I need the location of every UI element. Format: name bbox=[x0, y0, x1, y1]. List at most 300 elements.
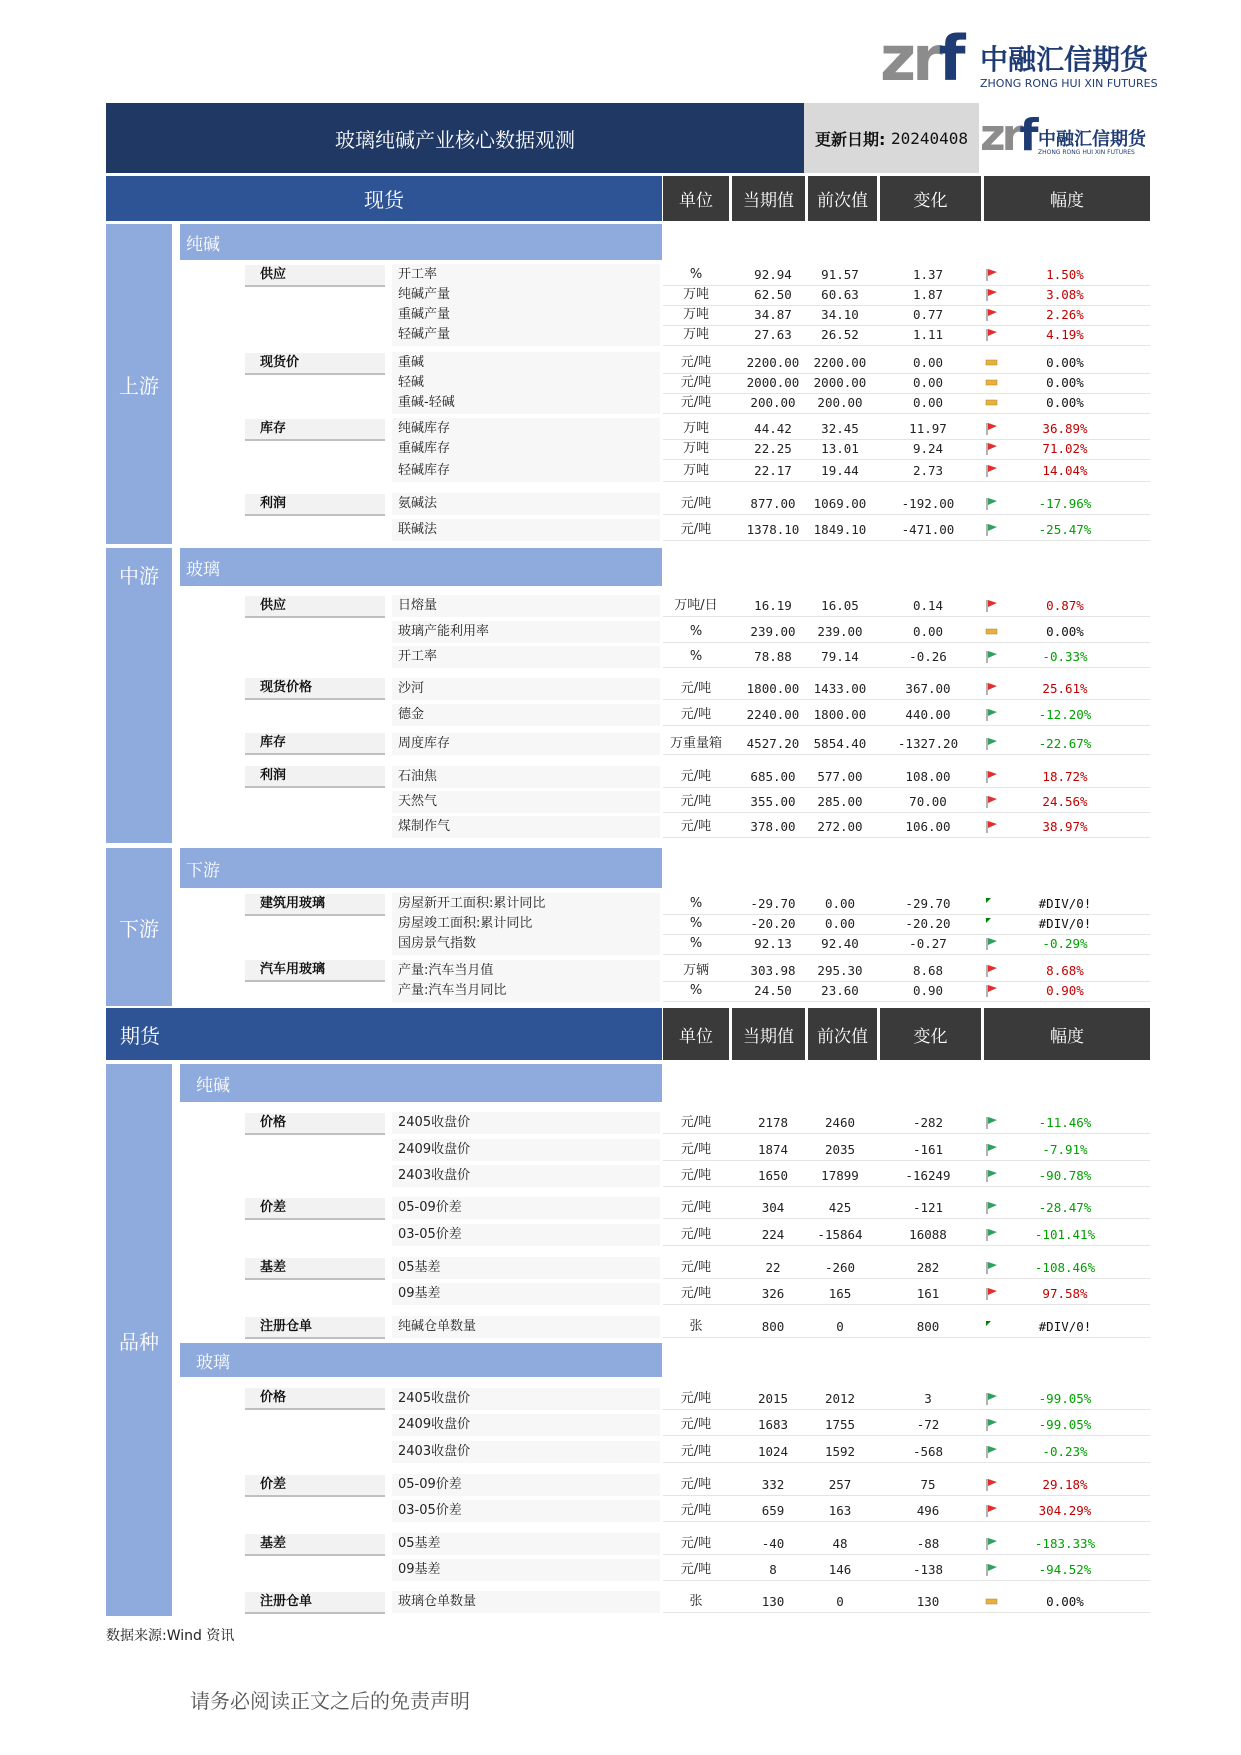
spot-title: 现货 bbox=[106, 176, 662, 221]
row-unit: % bbox=[689, 983, 703, 998]
flag-icon bbox=[985, 820, 999, 834]
flag-icon bbox=[985, 1116, 999, 1130]
row-previous: 1433.00 bbox=[813, 681, 867, 696]
row-unit: % bbox=[689, 916, 703, 931]
section-midstream: 中游 bbox=[106, 548, 172, 843]
row-current: 92.13 bbox=[754, 936, 792, 951]
group-spot-price-glass: 现货价格 bbox=[245, 678, 385, 700]
row-item: 05-09价差 bbox=[398, 1200, 462, 1215]
group-auto-glass: 汽车用玻璃 bbox=[245, 960, 385, 982]
row-item: 房屋新开工面积:累计同比 bbox=[398, 896, 546, 911]
row-item: 轻碱库存 bbox=[398, 463, 451, 478]
sub-down: 下游 bbox=[180, 848, 662, 888]
row-current: -40 bbox=[761, 1536, 785, 1551]
logo-en: ZHONG RONG HUI XIN FUTURES bbox=[980, 77, 1158, 90]
row-change: 0.90 bbox=[912, 983, 944, 998]
row-change: 367.00 bbox=[905, 681, 951, 696]
row-previous: 23.60 bbox=[821, 983, 859, 998]
row-item: 2409收盘价 bbox=[398, 1417, 471, 1432]
row-unit: 元/吨 bbox=[680, 395, 712, 410]
header-logo: zrf 中融汇信期货 ZHONG RONG HUI XIN FUTURES bbox=[980, 110, 1146, 161]
flag-icon bbox=[985, 464, 999, 478]
row-change: 3 bbox=[924, 1391, 932, 1406]
row-unit: 万重量箱 bbox=[669, 736, 722, 751]
row-current: 1800.00 bbox=[746, 681, 800, 696]
row-item: 产量:汽车当月同比 bbox=[398, 983, 507, 998]
row-change: -282 bbox=[912, 1115, 944, 1130]
row-previous: 2460 bbox=[824, 1115, 856, 1130]
col-previous: 前次值 bbox=[808, 176, 877, 221]
sub-glass-f: 玻璃 bbox=[180, 1343, 662, 1377]
row-item: 煤制作气 bbox=[398, 819, 451, 834]
table-row bbox=[0, 519, 1241, 541]
row-pct: 3.08% bbox=[1046, 287, 1084, 302]
row-current: 355.00 bbox=[750, 794, 796, 809]
row-pct: 71.02% bbox=[1042, 441, 1088, 456]
row-change: 282 bbox=[916, 1260, 940, 1275]
row-previous: 5854.40 bbox=[813, 736, 867, 751]
table-row bbox=[0, 352, 1241, 374]
row-item: 周度库存 bbox=[398, 736, 451, 751]
row-unit: 元/吨 bbox=[680, 819, 712, 834]
table-row bbox=[0, 1388, 1241, 1410]
row-pct: 0.00% bbox=[1046, 624, 1084, 639]
row-pct: 0.90% bbox=[1046, 983, 1084, 998]
row-previous: 32.45 bbox=[821, 421, 859, 436]
row-change: -16249 bbox=[905, 1168, 951, 1183]
row-current: 326 bbox=[761, 1286, 785, 1301]
group-spot-price: 现货价 bbox=[245, 353, 385, 375]
row-pct: 0.87% bbox=[1046, 598, 1084, 613]
data-source: 数据来源:Wind 资讯 bbox=[106, 1628, 235, 1644]
row-unit: 元/吨 bbox=[680, 522, 712, 537]
row-item: 03-05价差 bbox=[398, 1503, 462, 1518]
page-title: 玻璃纯碱产业核心数据观测 bbox=[106, 103, 804, 173]
row-change: 2.73 bbox=[912, 463, 944, 478]
row-current: 304 bbox=[761, 1200, 785, 1215]
col-unit-f: 单位 bbox=[663, 1008, 729, 1060]
row-item: 房屋竣工面积:累计同比 bbox=[398, 916, 533, 931]
table-row bbox=[0, 1257, 1241, 1279]
row-current: 24.50 bbox=[754, 983, 792, 998]
row-unit: 万吨 bbox=[682, 421, 709, 436]
row-current: 44.42 bbox=[754, 421, 792, 436]
row-previous: 163 bbox=[828, 1503, 852, 1518]
row-pct: 18.72% bbox=[1042, 769, 1088, 784]
row-current: 2178 bbox=[757, 1115, 789, 1130]
flag-icon bbox=[985, 1418, 999, 1432]
table-row bbox=[0, 1559, 1241, 1581]
row-pct: -25.47% bbox=[1038, 522, 1092, 537]
flag-icon bbox=[985, 288, 999, 302]
row-unit: 万吨 bbox=[682, 327, 709, 342]
flag-icon bbox=[985, 523, 999, 537]
row-current: 92.94 bbox=[754, 267, 792, 282]
row-change: -0.27 bbox=[909, 936, 947, 951]
row-current: 877.00 bbox=[750, 496, 796, 511]
row-unit: 元/吨 bbox=[680, 1142, 712, 1157]
table-row bbox=[0, 621, 1241, 643]
table-row bbox=[0, 1283, 1241, 1305]
row-pct: 0.00% bbox=[1046, 375, 1084, 390]
row-item: 重碱产量 bbox=[398, 307, 451, 322]
group-warrant-f2: 注册仓单 bbox=[245, 1592, 385, 1614]
row-current: 4527.20 bbox=[746, 736, 800, 751]
row-unit: % bbox=[689, 896, 703, 911]
row-current: 1378.10 bbox=[746, 522, 800, 537]
table-row bbox=[0, 460, 1241, 482]
row-change: 0.77 bbox=[912, 307, 944, 322]
row-item: 重碱-轻碱 bbox=[398, 395, 455, 410]
row-unit: 元/吨 bbox=[680, 1168, 712, 1183]
col-pct: 幅度 bbox=[984, 176, 1150, 221]
row-item: 重碱 bbox=[398, 355, 425, 370]
row-previous: 0.00 bbox=[824, 896, 856, 911]
row-current: 2015 bbox=[757, 1391, 789, 1406]
group-price-f2: 价格 bbox=[245, 1388, 385, 1410]
sub-glass: 玻璃 bbox=[180, 548, 662, 586]
row-item: 玻璃仓单数量 bbox=[398, 1594, 477, 1609]
row-current: 34.87 bbox=[754, 307, 792, 322]
logo-mark: zrf bbox=[880, 22, 962, 95]
row-previous: 92.40 bbox=[821, 936, 859, 951]
row-previous: 165 bbox=[828, 1286, 852, 1301]
row-item: 03-05价差 bbox=[398, 1227, 462, 1242]
row-item: 05基差 bbox=[398, 1536, 441, 1551]
row-pct: -99.05% bbox=[1038, 1391, 1092, 1406]
row-item: 日熔量 bbox=[398, 598, 438, 613]
row-current: 800 bbox=[761, 1319, 785, 1334]
table-row bbox=[0, 284, 1241, 306]
row-current: 130 bbox=[761, 1594, 785, 1609]
row-unit: 元/吨 bbox=[680, 375, 712, 390]
flag-icon bbox=[985, 1563, 999, 1577]
company-logo bbox=[880, 22, 1180, 98]
row-item: 纯碱库存 bbox=[398, 421, 451, 436]
flag-icon bbox=[985, 682, 999, 696]
flag-icon bbox=[985, 770, 999, 784]
row-unit: 元/吨 bbox=[680, 1536, 712, 1551]
row-pct: -28.47% bbox=[1038, 1200, 1092, 1215]
table-row bbox=[0, 791, 1241, 813]
flag-icon bbox=[985, 599, 999, 613]
row-item: 纯碱产量 bbox=[398, 287, 451, 302]
row-unit: 元/吨 bbox=[680, 1227, 712, 1242]
row-item: 05基差 bbox=[398, 1260, 441, 1275]
row-unit: 张 bbox=[689, 1594, 703, 1609]
group-build-glass: 建筑用玻璃 bbox=[245, 894, 385, 916]
row-previous: 200.00 bbox=[817, 395, 863, 410]
row-change: 1.11 bbox=[912, 327, 944, 342]
row-pct: 24.56% bbox=[1042, 794, 1088, 809]
row-pct: 14.04% bbox=[1042, 463, 1088, 478]
group-basis-f2: 基差 bbox=[245, 1534, 385, 1556]
group-inventory-glass: 库存 bbox=[245, 733, 385, 755]
row-current: 200.00 bbox=[750, 395, 796, 410]
row-current: 2240.00 bbox=[746, 707, 800, 722]
row-item: 石油焦 bbox=[398, 769, 438, 784]
row-change: 0.00 bbox=[912, 355, 944, 370]
row-item: 05-09价差 bbox=[398, 1477, 462, 1492]
row-pct: -101.41% bbox=[1034, 1227, 1096, 1242]
row-unit: 元/吨 bbox=[680, 1477, 712, 1492]
row-unit: 元/吨 bbox=[680, 496, 712, 511]
row-item: 玻璃产能利用率 bbox=[398, 624, 490, 639]
table-row bbox=[0, 1197, 1241, 1219]
section-downstream: 下游 bbox=[106, 848, 172, 1006]
group-price-f1: 价格 bbox=[245, 1113, 385, 1135]
row-change: 440.00 bbox=[905, 707, 951, 722]
row-unit: 元/吨 bbox=[680, 1417, 712, 1432]
flag-icon bbox=[985, 795, 999, 809]
row-previous: 19.44 bbox=[821, 463, 859, 478]
row-item: 国房景气指数 bbox=[398, 936, 477, 951]
group-spread-f2: 价差 bbox=[245, 1475, 385, 1497]
group-supply: 供应 bbox=[245, 265, 385, 287]
table-row bbox=[0, 1414, 1241, 1436]
row-change: 161 bbox=[916, 1286, 940, 1301]
flat-indicator-icon bbox=[985, 396, 999, 410]
table-row bbox=[0, 1500, 1241, 1522]
row-change: -72 bbox=[916, 1417, 940, 1432]
row-unit: % bbox=[689, 936, 703, 951]
table-row bbox=[0, 392, 1241, 414]
flag-icon bbox=[985, 1320, 999, 1334]
flag-icon bbox=[985, 497, 999, 511]
row-unit: 万吨 bbox=[682, 441, 709, 456]
sub-soda-f: 纯碱 bbox=[180, 1064, 662, 1102]
row-change: 108.00 bbox=[905, 769, 951, 784]
row-pct: 0.00% bbox=[1046, 395, 1084, 410]
row-pct: 2.26% bbox=[1046, 307, 1084, 322]
row-unit: 元/吨 bbox=[680, 1562, 712, 1577]
row-previous: 577.00 bbox=[817, 769, 863, 784]
row-change: 1.37 bbox=[912, 267, 944, 282]
row-change: -192.00 bbox=[901, 496, 955, 511]
flat-indicator-icon bbox=[985, 1595, 999, 1609]
row-pct: -0.33% bbox=[1042, 649, 1088, 664]
flag-icon bbox=[985, 964, 999, 978]
group-inventory: 库存 bbox=[245, 419, 385, 441]
row-pct: -90.78% bbox=[1038, 1168, 1092, 1183]
row-unit: % bbox=[689, 624, 703, 639]
row-current: 224 bbox=[761, 1227, 785, 1242]
table-row bbox=[0, 493, 1241, 515]
flag-icon bbox=[985, 897, 999, 911]
flat-indicator-icon bbox=[985, 376, 999, 390]
row-pct: -99.05% bbox=[1038, 1417, 1092, 1432]
flag-icon bbox=[985, 708, 999, 722]
row-pct: #DIV/0! bbox=[1038, 916, 1092, 931]
row-current: 22.25 bbox=[754, 441, 792, 456]
row-unit: % bbox=[689, 649, 703, 664]
row-current: 62.50 bbox=[754, 287, 792, 302]
flag-icon bbox=[985, 1478, 999, 1492]
row-unit: 万吨 bbox=[682, 307, 709, 322]
table-row bbox=[0, 264, 1241, 286]
row-previous: 1069.00 bbox=[813, 496, 867, 511]
row-unit: 元/吨 bbox=[680, 1115, 712, 1130]
table-row bbox=[0, 1591, 1241, 1613]
row-previous: 239.00 bbox=[817, 624, 863, 639]
flag-icon bbox=[985, 422, 999, 436]
row-previous: 2012 bbox=[824, 1391, 856, 1406]
row-change: 75 bbox=[920, 1477, 936, 1492]
row-unit: 万吨/日 bbox=[674, 598, 718, 613]
row-item: 2405收盘价 bbox=[398, 1391, 471, 1406]
row-item: 2403收盘价 bbox=[398, 1168, 471, 1183]
table-row bbox=[0, 438, 1241, 460]
sub-soda: 纯碱 bbox=[180, 224, 662, 260]
row-pct: 97.58% bbox=[1042, 1286, 1088, 1301]
row-previous: 1755 bbox=[824, 1417, 856, 1432]
row-pct: -17.96% bbox=[1038, 496, 1092, 511]
row-item: 2405收盘价 bbox=[398, 1115, 471, 1130]
row-pct: -0.23% bbox=[1042, 1444, 1088, 1459]
row-pct: 0.00% bbox=[1046, 355, 1084, 370]
row-previous: 285.00 bbox=[817, 794, 863, 809]
row-pct: 1.50% bbox=[1046, 267, 1084, 282]
flag-icon bbox=[985, 1169, 999, 1183]
table-row bbox=[0, 1316, 1241, 1338]
table-row bbox=[0, 960, 1241, 982]
row-change: 9.24 bbox=[912, 441, 944, 456]
row-previous: 2000.00 bbox=[813, 375, 867, 390]
row-previous: 2200.00 bbox=[813, 355, 867, 370]
row-previous: 272.00 bbox=[817, 819, 863, 834]
group-profit-glass: 利润 bbox=[245, 766, 385, 788]
col-change: 变化 bbox=[880, 176, 981, 221]
row-pct: -7.91% bbox=[1042, 1142, 1088, 1157]
row-change: 16088 bbox=[909, 1227, 947, 1242]
row-item: 联碱法 bbox=[398, 522, 438, 537]
flag-icon bbox=[985, 1228, 999, 1242]
table-row bbox=[0, 980, 1241, 1002]
row-current: 8 bbox=[769, 1562, 777, 1577]
group-warrant-f1: 注册仓单 bbox=[245, 1317, 385, 1339]
row-pct: -94.52% bbox=[1038, 1562, 1092, 1577]
row-pct: 8.68% bbox=[1046, 963, 1084, 978]
row-previous: 257 bbox=[828, 1477, 852, 1492]
row-pct: -108.46% bbox=[1034, 1260, 1096, 1275]
table-row bbox=[0, 1112, 1241, 1134]
flag-icon bbox=[985, 1201, 999, 1215]
row-unit: 元/吨 bbox=[680, 1200, 712, 1215]
row-previous: 2035 bbox=[824, 1142, 856, 1157]
update-date: 更新日期: 20240408 bbox=[804, 103, 979, 173]
row-item: 2409收盘价 bbox=[398, 1142, 471, 1157]
flag-icon bbox=[985, 1537, 999, 1551]
col-change-f: 变化 bbox=[880, 1008, 981, 1060]
table-row bbox=[0, 913, 1241, 935]
row-pct: 38.97% bbox=[1042, 819, 1088, 834]
table-row bbox=[0, 733, 1241, 755]
col-unit: 单位 bbox=[663, 176, 729, 221]
flag-icon bbox=[985, 937, 999, 951]
row-unit: 元/吨 bbox=[680, 681, 712, 696]
row-item: 德金 bbox=[398, 707, 425, 722]
row-change: 70.00 bbox=[909, 794, 947, 809]
row-unit: 元/吨 bbox=[680, 1444, 712, 1459]
row-item: 产量:汽车当月值 bbox=[398, 963, 494, 978]
row-unit: 元/吨 bbox=[680, 1260, 712, 1275]
flag-icon bbox=[985, 308, 999, 322]
row-unit: 元/吨 bbox=[680, 769, 712, 784]
row-item: 09基差 bbox=[398, 1286, 441, 1301]
row-unit: 元/吨 bbox=[680, 1391, 712, 1406]
group-profit: 利润 bbox=[245, 494, 385, 516]
row-current: 22.17 bbox=[754, 463, 792, 478]
flat-indicator-icon bbox=[985, 625, 999, 639]
row-change: 130 bbox=[916, 1594, 940, 1609]
section-variety: 品种 bbox=[106, 1064, 172, 1616]
row-change: -138 bbox=[912, 1562, 944, 1577]
row-item: 开工率 bbox=[398, 267, 438, 282]
row-pct: -0.29% bbox=[1042, 936, 1088, 951]
row-change: 1.87 bbox=[912, 287, 944, 302]
row-previous: 60.63 bbox=[821, 287, 859, 302]
row-unit: 元/吨 bbox=[680, 707, 712, 722]
row-previous: 0.00 bbox=[824, 916, 856, 931]
table-row bbox=[0, 418, 1241, 440]
table-row bbox=[0, 304, 1241, 326]
group-supply-glass: 供应 bbox=[245, 596, 385, 618]
row-previous: 26.52 bbox=[821, 327, 859, 342]
flag-icon bbox=[985, 917, 999, 931]
table-row bbox=[0, 1224, 1241, 1246]
item-bg bbox=[392, 704, 660, 726]
row-item: 2403收盘价 bbox=[398, 1444, 471, 1459]
flag-icon bbox=[985, 1287, 999, 1301]
row-previous: 295.30 bbox=[817, 963, 863, 978]
row-previous: 13.01 bbox=[821, 441, 859, 456]
row-change: -471.00 bbox=[901, 522, 955, 537]
row-pct: 0.00% bbox=[1046, 1594, 1084, 1609]
row-item: 开工率 bbox=[398, 649, 438, 664]
row-unit: 万辆 bbox=[682, 963, 709, 978]
table-row bbox=[0, 1474, 1241, 1496]
row-change: -161 bbox=[912, 1142, 944, 1157]
flag-icon bbox=[985, 737, 999, 751]
table-row bbox=[0, 933, 1241, 955]
row-unit: 张 bbox=[689, 1319, 703, 1334]
flag-icon bbox=[985, 268, 999, 282]
row-current: 2000.00 bbox=[746, 375, 800, 390]
row-unit: 万吨 bbox=[682, 463, 709, 478]
row-current: 27.63 bbox=[754, 327, 792, 342]
item-bg bbox=[392, 678, 660, 700]
row-previous: 16.05 bbox=[821, 598, 859, 613]
row-pct: 4.19% bbox=[1046, 327, 1084, 342]
item-bg bbox=[392, 372, 660, 394]
row-change: -88 bbox=[916, 1536, 940, 1551]
flag-icon bbox=[985, 984, 999, 998]
table-row bbox=[0, 1139, 1241, 1161]
row-previous: 17899 bbox=[821, 1168, 859, 1183]
row-item: 重碱库存 bbox=[398, 441, 451, 456]
row-change: 0.00 bbox=[912, 375, 944, 390]
flag-icon bbox=[985, 328, 999, 342]
row-pct: 304.29% bbox=[1038, 1503, 1092, 1518]
row-pct: 29.18% bbox=[1042, 1477, 1088, 1492]
row-change: -20.20 bbox=[905, 916, 951, 931]
row-previous: 425 bbox=[828, 1200, 852, 1215]
row-change: -0.26 bbox=[909, 649, 947, 664]
row-current: 2200.00 bbox=[746, 355, 800, 370]
row-change: 8.68 bbox=[912, 963, 944, 978]
row-previous: 0 bbox=[836, 1594, 844, 1609]
table-row bbox=[0, 766, 1241, 788]
